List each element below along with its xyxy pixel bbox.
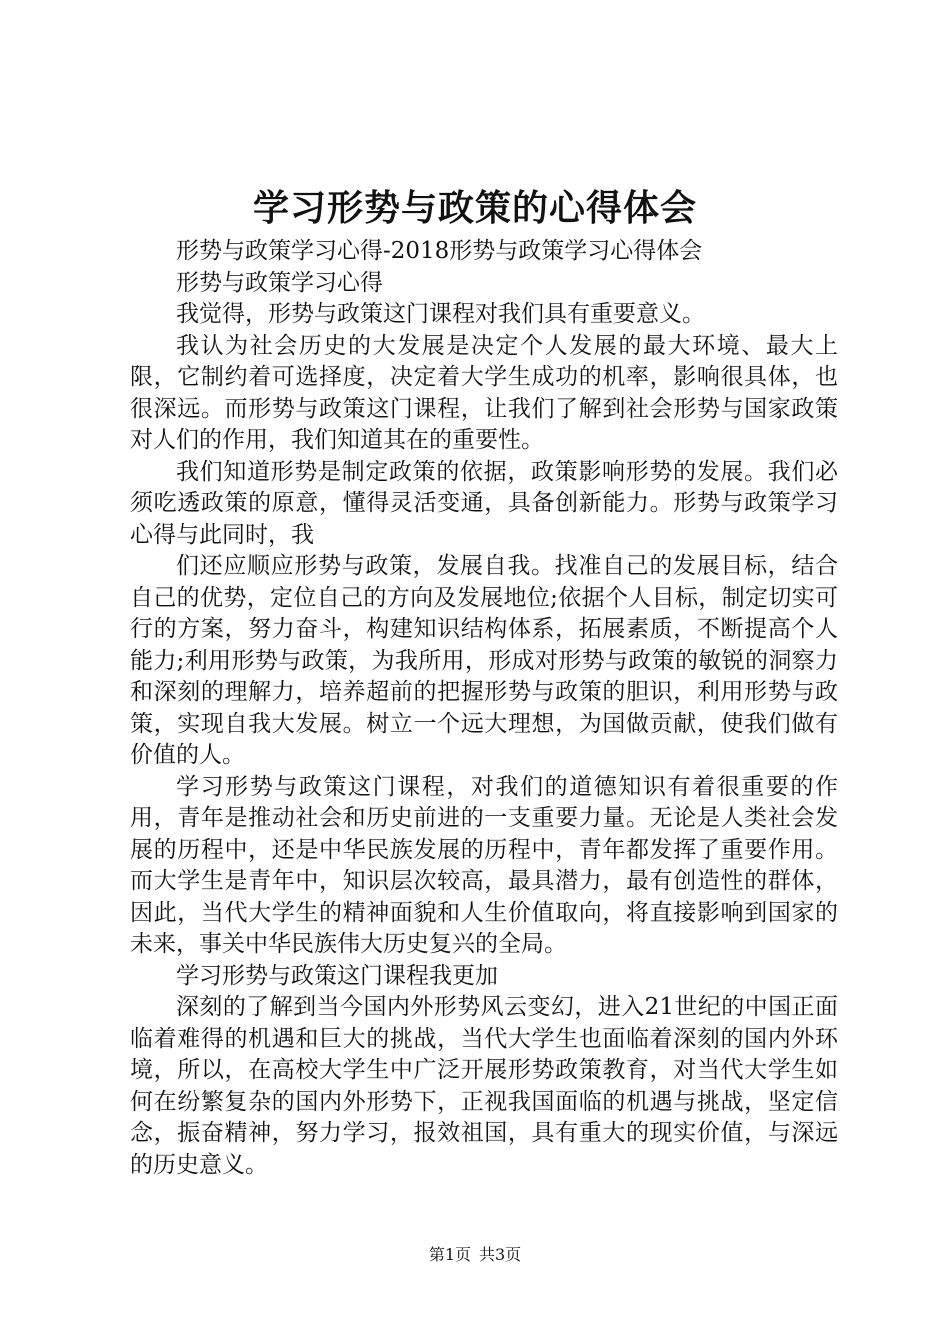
paragraph: 我觉得，形势与政策这门课程对我们具有重要意义。 [176, 301, 705, 327]
paragraph: 形势与政策学习心得 [176, 269, 383, 296]
paragraph: 我认为社会历史的大发展是决定个人发展的最大环境、最大上限，它制约着可选择度，决定着大学生成功的机率，影响很具体，也很深远。而形势与政策这门课程，让我们了解到社会形势与国家政策对人们的作用，我们知道其在的重要性。 [130, 332, 838, 453]
paragraph: 学习形势与政策这门课程我更加 [176, 962, 498, 989]
document-title: 学习形势与政策的心得体会 [252, 187, 697, 229]
page-total: 共3页 [479, 1245, 522, 1264]
paragraph: 我们知道形势是制定政策的依据，政策影响形势的发展。我们必须吃透政策的原意，懂得灵活变通，具备创新能力。形势与政策学习心得与此同时，我 [130, 458, 838, 548]
paragraph: 形势与政策学习心得-2018形势与政策学习心得体会 [176, 238, 703, 264]
paragraph: 学习形势与政策这门课程，对我们的道德知识有着很重要的作用，青年是推动社会和历史前进的一支重要力量。无论是人类社会发展的历程中，还是中华民族发展的历程中，青年都发挥了重要作用。而大学生是青年中，知识层次较高，最具潜力，最有创造性的群体，因此，当代大学生的精神面貌和人生价值取向，将直接影响到国家的未来，事关中华民族伟大历史复兴的全局。 [130, 773, 838, 957]
paragraph: 深刻的了解到当今国内外形势风云变幻，进入21世纪的中国正面临着难得的机遇和巨大的挑战，当代大学生也面临着深刻的国内外环境，所以，在高校大学生中广泛开展形势政策教育，对当代大学生如何在纷繁复杂的国内外形势下，正视我国面临的机遇与挑战，坚定信念，振奋精神，努力学习，报效祖国，具有重大的现实价值，与深远的历史意义。 [130, 994, 838, 1178]
paragraph: 们还应顺应形势与政策，发展自我。找准自己的发展目标，结合自己的优势，定位自己的方向及发展地位;依据个人目标，制定切实可行的方案，努力奋斗，构建知识结构体系，拓展素质，不断提高个人能力;利用形势与政策，为我所用，形成对形势与政策的敏锐的洞察力和深刻的理解力，培养超前的把握形势与政策的胆识，利用形势与政策，实现自我大发展。树立一个远大理想，为国做贡献，使我们做有价值的人。 [130, 553, 838, 768]
document-body [130, 236, 838, 1181]
page-number: 第1页 [428, 1245, 471, 1264]
page-footer [0, 1244, 950, 1266]
